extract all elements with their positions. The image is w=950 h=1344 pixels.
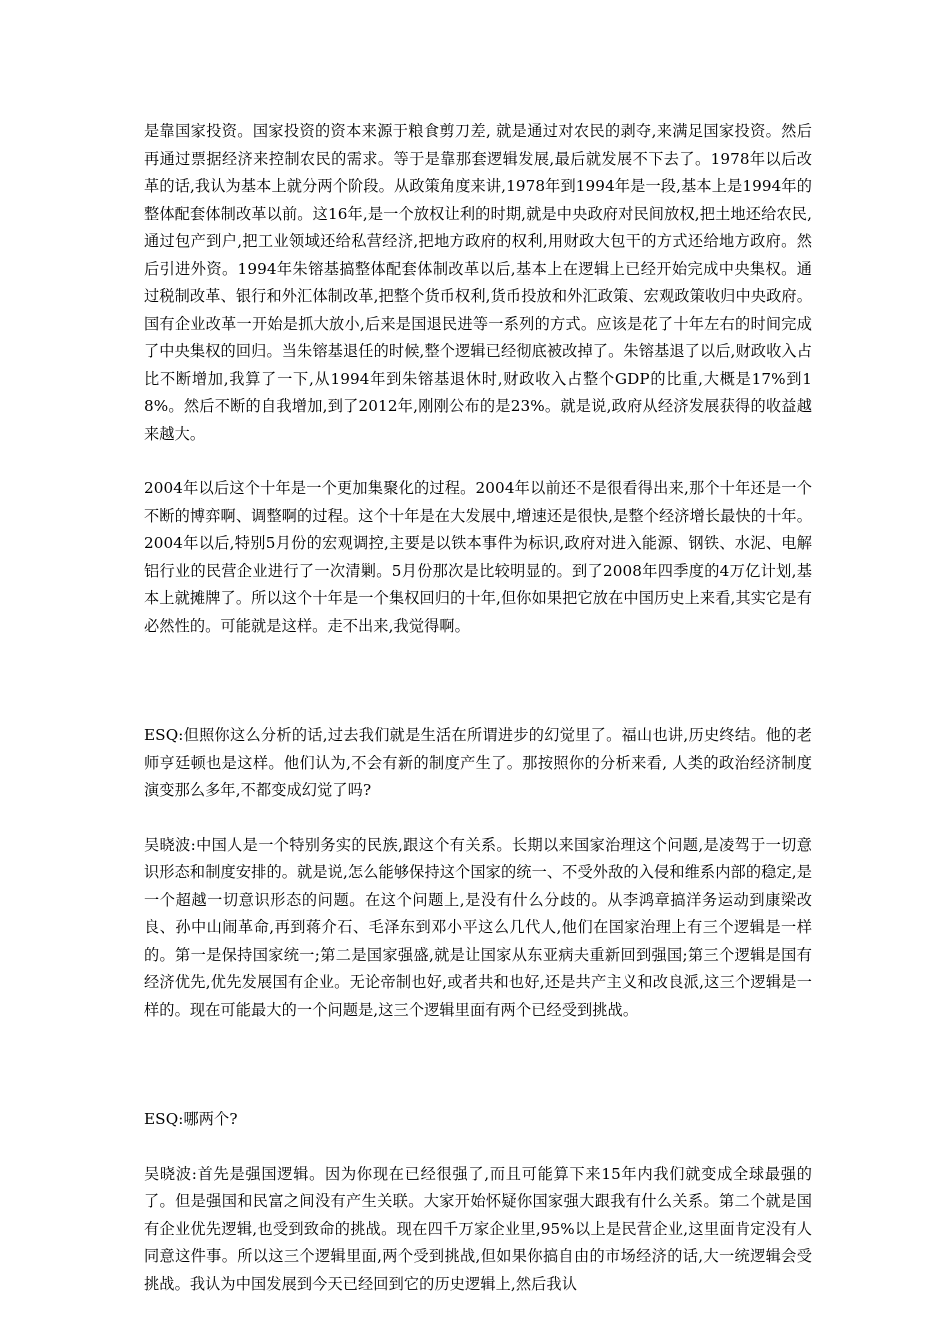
section-spacer [144,640,812,722]
paragraph-spacer [144,448,812,475]
paragraph-reform-stages: 是靠国家投资。国家投资的资本来源于粮食剪刀差, 就是通过对农民的剥夺,来满足国家投资。然后再通过票据经济来控制农民的需求。等于是靠那套逻辑发展,最后就发展不下去了。1978年以后改革的话,我认为基本上就分两个阶段。从政策角度来讲,1978年到1994年是一段,基本上是1994年的整体配套体制改革以前。这16年,是一个放权让利的时期,就是中央政府对民间放权,把土地还给农民,通过包产到户,把工业领域还给私营经济,把地方政府的权利,用财政大包干的方式还给地方政府。然后引进外资。1994年朱镕基搞整体配套体制改革以后,基本上在逻辑上已经开始完成中央集权。通过税制改革、银行和外汇体制改革,把整个货币权利,货币投放和外汇政策、宏观政策收归中央政府。国有企业改革一开始是抓大放小,后来是国退民进等一系列的方式。应该是花了十年左右的时间完成了中央集权的回归。当朱镕基退任的时候,整个逻辑已经彻底被改掉了。朱镕基退了以后,财政收入占比不断增加,我算了一下,从1994年到朱镕基退休时,财政收入占整个GDP的比重,大概是17%到18%。然后不断的自我增加,到了2012年,刚刚公布的是23%。就是说,政府从经济发展获得的收益越来越大。 [144,122,812,443]
paragraph-spacer [144,805,812,832]
paragraph-esq-question-which-two: ESQ:哪两个? [144,1110,238,1128]
paragraph-wu-answer-challenges: 吴晓波:首先是强国逻辑。因为你现在已经很强了,而且可能算下来15年内我们就变成全球最强的了。但是强国和民富之间没有产生关联。大家开始怀疑你国家强大跟我有什么关系。第二个就是国有企业优先逻辑,也受到致命的挑战。现在四千万家企业里,95%以上是民营企业,这里面肯定没有人同意这件事。所以这三个逻辑里面,两个受到挑战,但如果你搞自由的市场经济的话,大一统逻辑会受挑战。我认为中国发展到今天已经回到它的历史逻辑上,然后我认 [144,1164,812,1293]
paragraph-wu-answer-three-logics: 吴晓波:中国人是一个特别务实的民族,跟这个有关系。长期以来国家治理这个问题,是凌驾于一切意识形态和制度安排的。就是说,怎么能够保持这个国家的统一、不受外敌的入侵和维系内部的稳定,是一个超越一切意识形态的问题。在这个问题上,是没有什么分歧的。从李鸿章搞洋务运动到康梁改良、孙中山闹革命,再到蒋介石、毛泽东到邓小平这么几代人,他们在国家治理上有三个逻辑是一样的。第一是保持国家统一;第二是国家强盛,就是让国家从东亚病夫重新回到强国;第三个逻辑是国有经济优先,优先发展国有企业。无论帝制也好,或者共和也好,还是共产主义和改良派,这三个逻辑是一样的。现在可能最大的一个问题是,这三个逻辑里面有两个已经受到挑战。 [144,835,812,1019]
document-page [144,118,812,1298]
paragraph-spacer [144,1134,812,1161]
paragraph-esq-question-illusion: ESQ:但照你这么分析的话,过去我们就是生活在所谓进步的幻觉里了。福山也讲,历史终结。他的老师亨廷顿也是这样。他们认为,不会有新的制度产生了。那按照你的分析来看, 人类的政治经济制度演变那么多年,不都变成幻觉了吗? [144,726,812,799]
paragraph-centralization-decade: 2004年以后这个十年是一个更加集聚化的过程。2004年以前还不是很看得出来,那个十年还是一个不断的博弈啊、调整啊的过程。这个十年是在大发展中,增速还是很快,是整个经济增长最快的十年。2004年以后,特别5月份的宏观调控,主要是以铁本事件为标识,政府对进入能源、钢铁、水泥、电解铝行业的民营企业进行了一次清剿。5月份那次是比较明显的。到了2008年四季度的4万亿计划,基本上就摊牌了。所以这个十年是一个集权回归的十年,但你如果把它放在中国历史上来看,其实它是有必然性的。可能就是这样。走不出来,我觉得啊。 [144,479,812,635]
section-spacer [144,1024,812,1106]
